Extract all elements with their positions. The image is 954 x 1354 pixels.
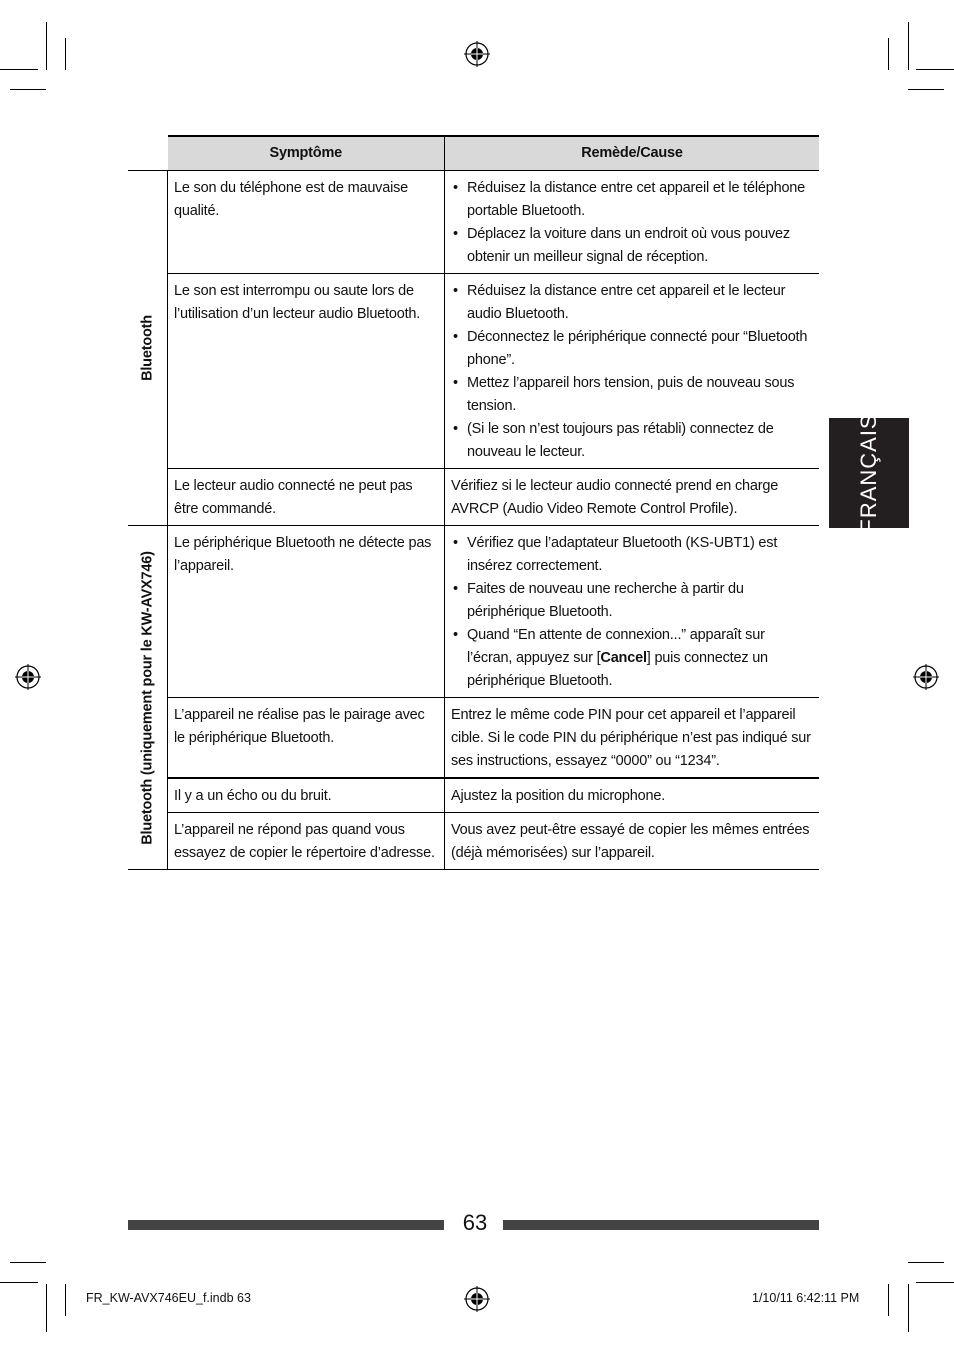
remedy-cell: Entrez le même code PIN pour cet appareil et l’appareil cible. Si le code PIN du périphérique n’est pas indiqué sur ses instructions, essayez “0000” ou “1234”. [445, 698, 820, 779]
registration-mark-icon [464, 41, 490, 67]
header-symptom: Symptôme [168, 136, 445, 171]
header-blank-cell [128, 136, 168, 171]
symptom-cell: L’appareil ne réalise pas le pairage avec le périphérique Bluetooth. [168, 698, 445, 779]
crop-mark [0, 1282, 38, 1283]
table-row [128, 526, 819, 698]
header-remedy: Remède/Cause [445, 136, 820, 171]
category-cell [128, 526, 168, 870]
remedy-item: • Faites de nouveau une recherche à partir du périphérique Bluetooth. [451, 578, 813, 624]
remedy-item [451, 624, 813, 693]
category-label: Bluetooth [139, 315, 155, 381]
crop-mark [908, 1284, 909, 1332]
page-number: 63 [462, 1210, 488, 1235]
troubleshooting-table [128, 135, 819, 870]
crop-mark [65, 38, 66, 70]
registration-mark-icon [15, 664, 41, 690]
crop-mark [10, 1262, 46, 1263]
crop-mark [908, 22, 909, 70]
page-bar-right [503, 1220, 819, 1230]
remedy-cell [445, 274, 820, 469]
crop-mark [10, 89, 46, 90]
symptom-cell: Il y a un écho ou du bruit. [168, 778, 445, 813]
remedy-item: • Mettez l’appareil hors tension, puis de nouveau sous tension. [451, 372, 813, 418]
table-row [128, 813, 819, 870]
crop-mark [916, 1282, 954, 1283]
crop-mark [908, 89, 944, 90]
table-header-row [128, 136, 819, 171]
table-row [128, 698, 819, 779]
registration-mark-icon [464, 1286, 490, 1312]
symptom-cell: Le périphérique Bluetooth ne détecte pas l’appareil. [168, 526, 445, 698]
remedy-cell: Vous avez peut-être essayé de copier les mêmes entrées (déjà mémorisées) sur l’appareil. [445, 813, 820, 870]
symptom-cell: Le son est interrompu ou saute lors de l’utilisation d’un lecteur audio Bluetooth. [168, 274, 445, 469]
crop-mark [916, 69, 954, 70]
crop-mark [888, 1284, 889, 1316]
remedy-item: • Déplacez la voiture dans un endroit où vous pouvez obtenir un meilleur signal de réception. [451, 223, 813, 269]
remedy-text: ] puis connectez un périphérique Bluetooth. [467, 650, 768, 689]
category-cell [128, 171, 168, 526]
remedy-cell [445, 526, 820, 698]
crop-mark [908, 1262, 944, 1263]
remedy-text: Quand “En attente de connexion...” apparaît sur l’écran, appuyez sur [ [467, 627, 765, 666]
remedy-cell: Vérifiez si le lecteur audio connecté prend en charge AVRCP (Audio Video Remote Control Profile). [445, 469, 820, 526]
table-row [128, 274, 819, 469]
symptom-cell: Le lecteur audio connecté ne peut pas être commandé. [168, 469, 445, 526]
table-row [128, 778, 819, 813]
remedy-item: • Vérifiez que l’adaptateur Bluetooth (KS-UBT1) est insérez correctement. [451, 532, 813, 578]
remedy-item: • (Si le son n’est toujours pas rétabli) connectez de nouveau le lecteur. [451, 418, 813, 464]
remedy-cell: Ajustez la position du microphone. [445, 778, 820, 813]
page-bar-left [128, 1220, 444, 1230]
footer-file: FR_KW-AVX746EU_f.indb 63 [86, 1291, 251, 1305]
remedy-cell [445, 171, 820, 274]
language-label: FRANÇAIS [856, 413, 881, 533]
registration-mark-icon [913, 664, 939, 690]
remedy-item: • Déconnectez le périphérique connecté pour “Bluetooth phone”. [451, 326, 813, 372]
crop-mark [0, 69, 38, 70]
table-row [128, 469, 819, 526]
crop-mark [65, 1284, 66, 1316]
symptom-cell: L’appareil ne répond pas quand vous essayez de copier le répertoire d’adresse. [168, 813, 445, 870]
crop-mark [888, 38, 889, 70]
remedy-item: • Réduisez la distance entre cet appareil et le lecteur audio Bluetooth. [451, 280, 813, 326]
language-tab [829, 413, 909, 533]
category-label: Bluetooth (uniquement pour le KW-AVX746) [139, 550, 155, 845]
remedy-item: • Réduisez la distance entre cet appareil et le téléphone portable Bluetooth. [451, 177, 813, 223]
crop-mark [46, 1284, 47, 1332]
cancel-key-label: Cancel [600, 650, 647, 666]
symptom-cell: Le son du téléphone est de mauvaise qualité. [168, 171, 445, 274]
table-row [128, 171, 819, 274]
footer-timestamp: 1/10/11 6:42:11 PM [752, 1291, 860, 1305]
crop-mark [46, 22, 47, 70]
